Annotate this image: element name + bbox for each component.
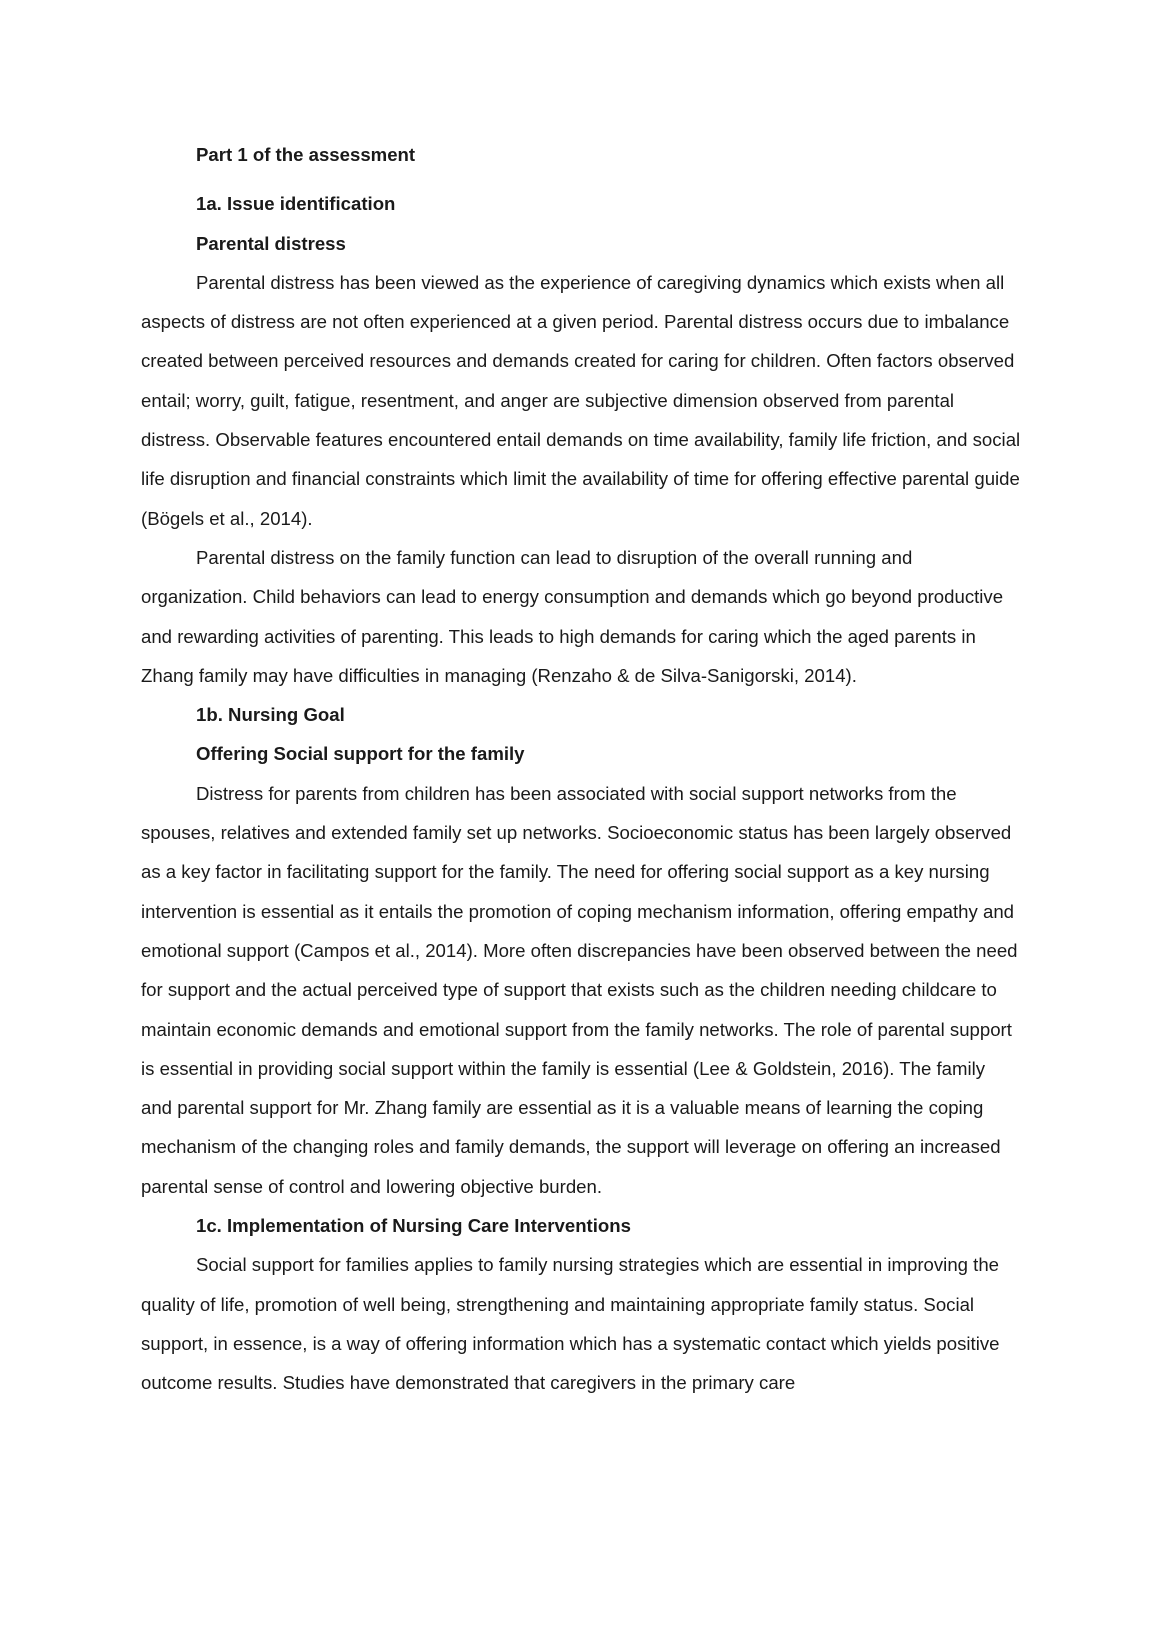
document-body xyxy=(141,135,1021,1403)
section-1c-heading: 1c. Implementation of Nursing Care Interventions xyxy=(196,1215,631,1237)
section-1a-paragraph-2: Parental distress on the family function can lead to disruption of the overall running and organization. Child behaviors can lead to energy consumption and demands which go beyond productive and rewarding activities of parenting. This leads to high demands for caring which the aged parents in Zhang family may have difficulties in managing (Renzaho & de Silva-Sanigorski, 2014). xyxy=(141,546,1004,686)
section-1b-paragraph-1: Distress for parents from children has been associated with social support networks from the spouses, relatives and extended family set up networks. Socioeconomic status has been largely observed as a key factor in facilitating support for the family. The need for offering social support as a key nursing intervention is essential as it entails the promotion of coping mechanism information, offering empathy and emotional support (Campos et al., 2014). More often discrepancies have been observed between the need for support and the actual perceived type of support that exists such as the children needing childcare to maintain economic demands and emotional support from the family networks. The role of parental support is essential in providing social support within the family is essential (Lee & Goldstein, 2016). The family and parental support for Mr. Zhang family are essential as it is a valuable means of learning the coping mechanism of the changing roles and family demands, the support will leverage on offering an increased parental sense of control and lowering objective burden. xyxy=(141,782,1018,1197)
section-1b-heading: 1b. Nursing Goal xyxy=(196,704,345,726)
section-1c-paragraph-1: Social support for families applies to family nursing strategies which are essential in improving the quality of life, promotion of well being, strengthening and maintaining appropriate family status. Social support, in essence, is a way of offering information which has a systematic contact which yields positive outcome results. Studies have demonstrated that caregivers in the primary care xyxy=(141,1254,1000,1394)
section-1b-subheading: Offering Social support for the family xyxy=(196,743,525,765)
section-1a-paragraph-1: Parental distress has been viewed as the experience of caregiving dynamics which exists when all aspects of distress are not often experienced at a given period. Parental distress occurs due to imbalance created between perceived resources and demands created for caring for children. Often factors observed entail; worry, guilt, fatigue, resentment, and anger are subjective dimension observed from parental distress. Observable features encountered entail demands on time availability, family life friction, and social life disruption and financial constraints which limit the availability of time for offering effective parental guide (Bögels et al., 2014). xyxy=(141,271,1021,529)
section-1a-subheading: Parental distress xyxy=(196,232,346,254)
section-1a-heading: 1a. Issue identification xyxy=(196,193,396,215)
part-title: Part 1 of the assessment xyxy=(196,144,416,165)
